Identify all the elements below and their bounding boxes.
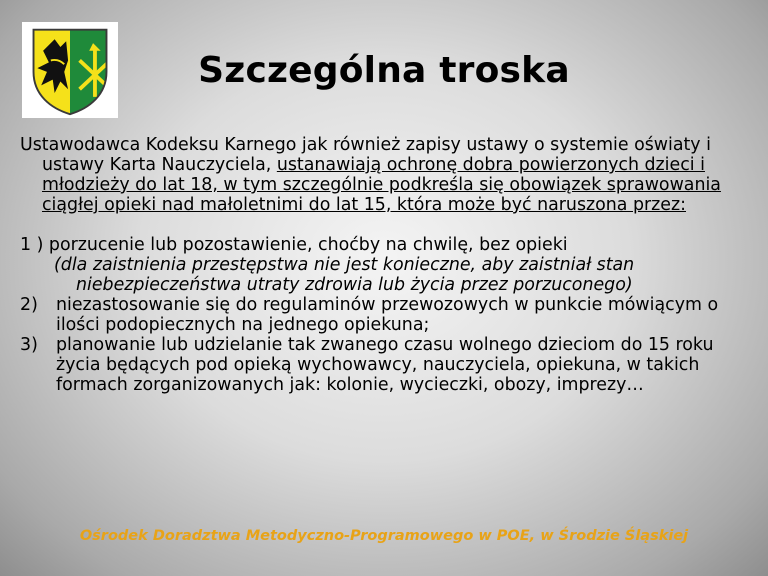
list-item: [20, 235, 755, 255]
item-text: niezastosowanie się do regulaminów przewozowych w punkcie mówiącym o ilości podopiecznych na jednego opiekuna;: [56, 295, 719, 335]
item-number: 3): [20, 335, 38, 355]
item-number: 1 ): [20, 235, 44, 255]
intro-plain-text: Ustawodawca Kodeksu Karnego jak również zapisy ustawy o systemie oświaty i ustawy Karta Nauczyciela,: [20, 135, 711, 175]
item-text: planowanie lub udzielanie tak zwanego czasu wolnego dzieciom do 15 roku życia będących pod opieką wychowawcy, nauczyciela, opiekuna, w takich formach zorganizowanych jak: kolonie, wycieczki, obozy, imprezy…: [56, 335, 714, 395]
list-item: [20, 295, 755, 335]
intro-paragraph: [20, 135, 755, 215]
item-note: (dla zaistnienia przestępstwa nie jest konieczne, aby zaistniał stan niebezpieczeństwa utraty zdrowia lub życia przez porzuconego): [54, 255, 635, 295]
item-number: 2): [20, 295, 38, 315]
footer-text: Ośrodek Doradztwa Metodyczno-Programowego w POE, w Środzie Śląskiej: [79, 528, 689, 544]
intro-underlined-text: ustanawiają ochronę dobra powierzonych dzieci i młodzieży do lat 18, w tym szczególnie podkreśla się obowiązek sprawowania ciągłej opieki nad małoletnimi do lat 15, która może być naruszona przez:: [42, 155, 721, 215]
list-item: [20, 335, 755, 395]
slide-body: [20, 135, 755, 395]
item-text: porzucenie lub pozostawienie, choćby na chwilę, bez opieki: [48, 235, 568, 255]
slide-title: Szczególna troska: [198, 50, 570, 91]
